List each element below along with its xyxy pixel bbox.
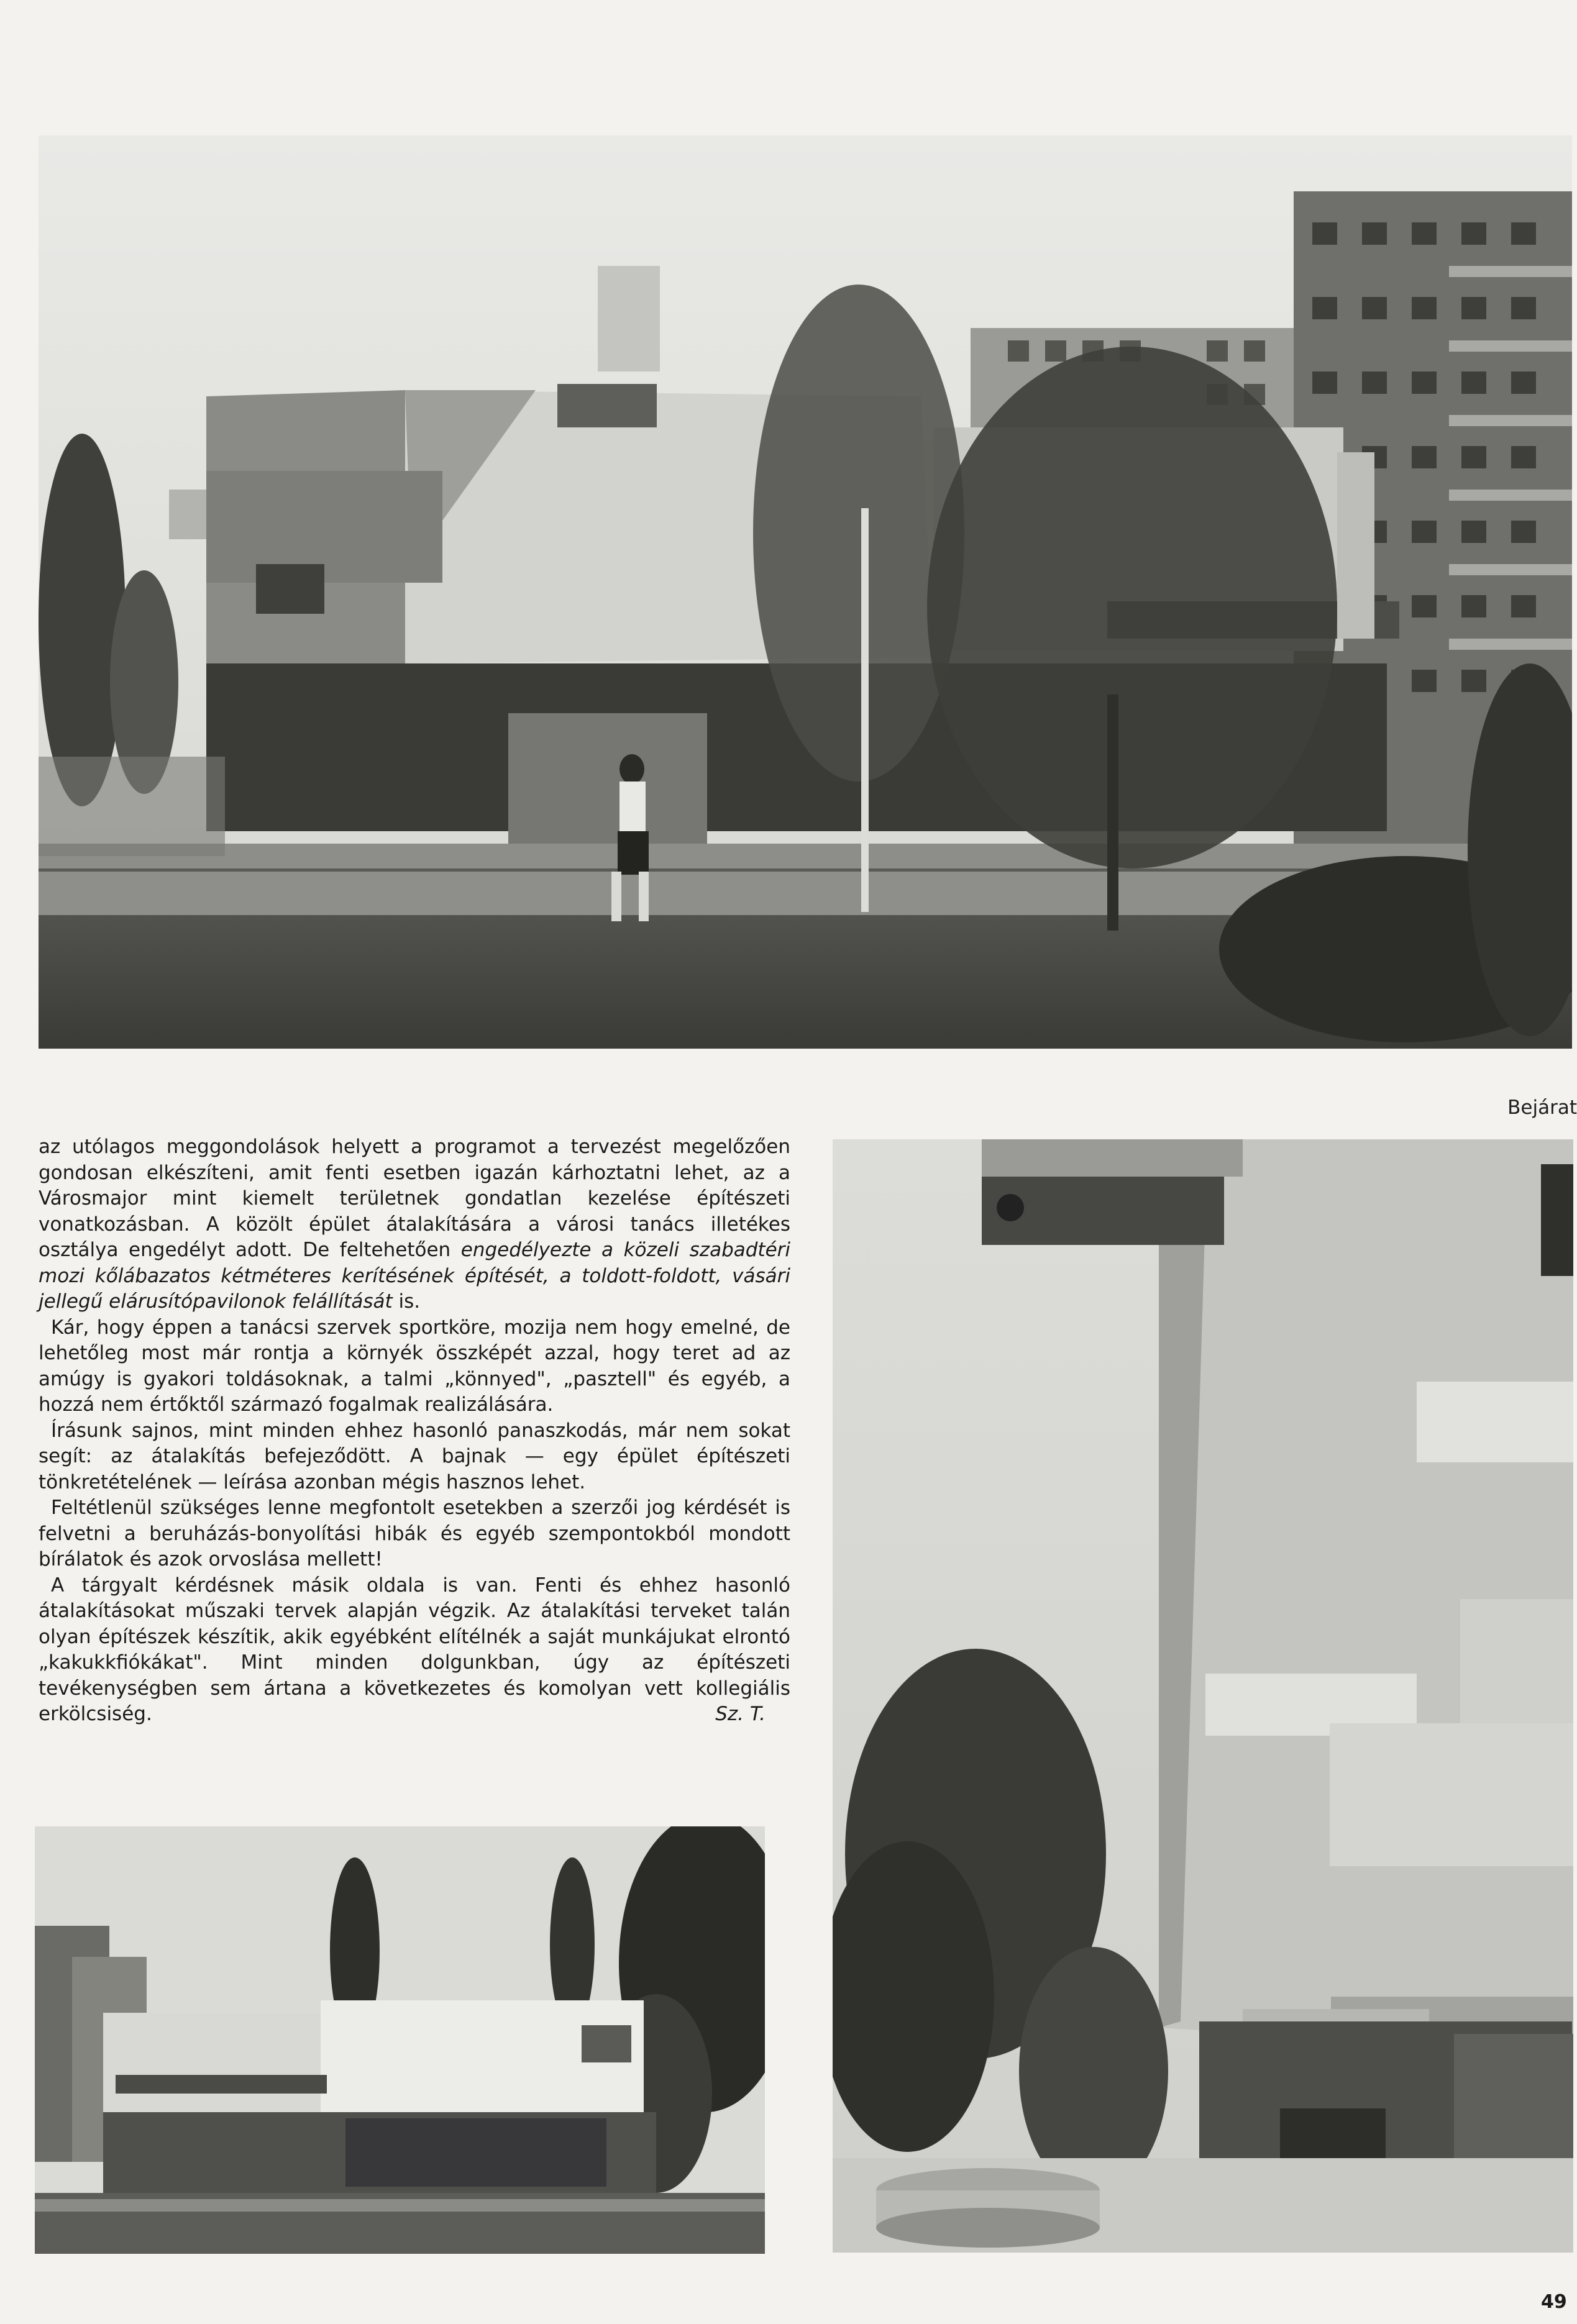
paragraph-2: Kár, hogy éppen a tanácsi szervek sportköre, mozija nem hogy emelné, de lehetőleg most már rontja a környék összképét azzal, hogy teret ad az amúgy is gyakori toldásoknak, a talmi „könnyed", „pasztell" és egyéb, a hozzá nem értőktől származó fogalmak realizálására. xyxy=(39,1316,790,1416)
paragraph-1: az utólagos meggondolások helyett a programot a tervezést megelőzően gondosan elkészíteni, amit fenti esetben igazán kárhoztatni lehet, az a Városmajor mint kiemelt területnek gondatlan kezelése építészeti vonatkozásban. A közölt épület átalakítására a városi tanács illetékes osztálya engedélyt adott. De feltehetően engedélyezte a közeli szabadtéri mozi kőlábazatos kétméteres kerítésének építését, a toldott-foldott, vásári jellegű elárusítópavilonok felállítását is. xyxy=(39,1136,791,1313)
building-photo-main xyxy=(39,135,1572,1049)
author-signature: Sz. T. xyxy=(715,1703,766,1725)
article-text xyxy=(39,1134,790,1728)
paragraph-5: A tárgyalt kérdésnek másik oldala is van. Fenti és ehhez hasonló átalakításokat műszaki tervek alapján végzik. Az átalakítási terveket talán olyan építészek készítik, akik egyébként elítélnék a saját munkájukat elrontó „kakukkfiókákat". Mint minden dolgunkban, úgy az építészeti tevékenységben sem ártana a következetes és komolyan vett kollegiális erkölcsiség. Sz. T. xyxy=(39,1573,790,1728)
italic-phrase: engedélyezte a közeli szabadtéri mozi kőlábazatos kétméteres kerítésének építését, a toldott-foldott, vásári jellegű elárusítópavilonok felállítását xyxy=(39,1239,791,1313)
building-photo-overview xyxy=(35,1826,765,2254)
paragraph-4: Feltétlenül szükséges lenne megfontolt esetekben a szerzői jog kérdését is felvetni a beruházás-bonyolítási hibák és egyéb szempontokból mondott bírálatok és azok orvoslása mellett! xyxy=(39,1497,790,1570)
photo-caption: Bejárat xyxy=(1507,1096,1577,1119)
entrance-photo xyxy=(833,1139,1573,2253)
page-number: 49 xyxy=(1541,2291,1567,2313)
paragraph-3: Írásunk sajnos, mint minden ehhez hasonló panaszkodás, már nem sokat segít: az átalakítás befejeződött. A bajnak — egy épület építészeti tönkretételének — leírása azonban mégis hasznos lehet. xyxy=(39,1419,790,1493)
